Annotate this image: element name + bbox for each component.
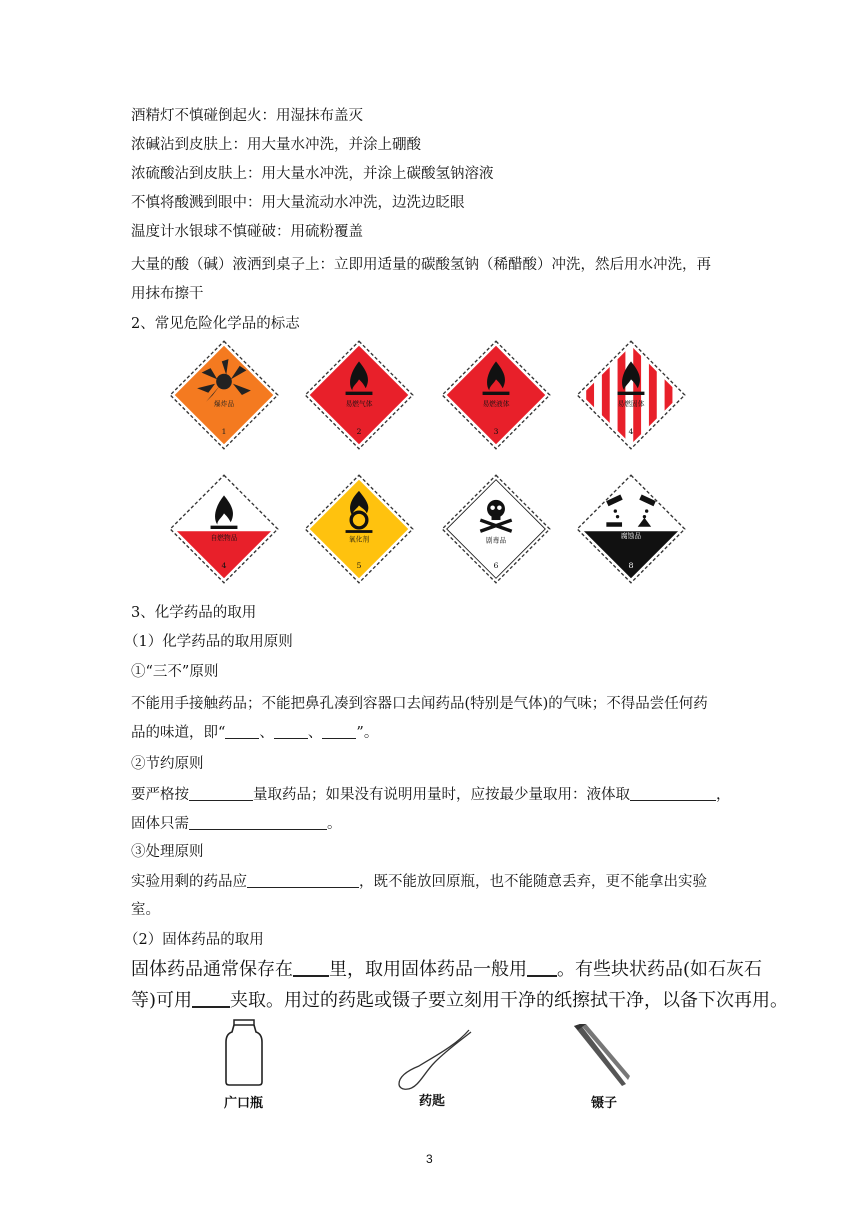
principle-3-title: ③处理原则 [131, 844, 204, 860]
hazard-label-2: 易燃气体 [345, 400, 373, 409]
separator: 、 [259, 725, 274, 741]
blank [225, 724, 259, 740]
equipment-tweezers [570, 1022, 632, 1096]
solid-text-a-end: 。有些块状药品(如石灰石 [557, 959, 763, 980]
blank [189, 786, 253, 802]
hazard-label-3: 易燃液体 [482, 400, 510, 409]
emergency-line-1: 酒精灯不慎碰倒起火：用湿抹布盖灭 [131, 108, 363, 124]
page-number: 3 [426, 1152, 433, 1166]
principle-2-text-b-start: 固体只需 [131, 816, 189, 832]
emergency-line-2: 浓碱沾到皮肤上：用大量水冲洗，并涂上硼酸 [131, 137, 421, 153]
hazard-label-5: 自燃物品 [210, 534, 238, 543]
principle-3-text-a [131, 870, 707, 891]
principle-2-title: ②节约原则 [131, 756, 204, 772]
wide-mouth-bottle-icon [222, 1018, 266, 1088]
hazard-number-1: 1 [221, 427, 227, 437]
hazard-number-8: 8 [628, 561, 634, 571]
blank [192, 988, 230, 1008]
hazard-sign-flammable-solid [575, 339, 687, 451]
hazard-label-6: 氧化剂 [348, 535, 370, 544]
principle-1-text-a: 不能用手接触药品；不能把鼻孔凑到容器口去闻药品(特别是气体)的气味；不得品尝任何药 [131, 696, 708, 712]
principle-1-text-b-end: ”。 [356, 725, 379, 741]
hazard-sign-oxidizer [303, 473, 415, 585]
blank [189, 815, 327, 831]
principle-3-text-b: 室。 [131, 902, 160, 918]
principle-2-text-a-start: 要严格按 [131, 787, 189, 803]
emergency-line-4: 不慎将酸溅到眼中：用大量流动水冲洗，边洗边眨眼 [131, 195, 465, 211]
blank [322, 724, 356, 740]
principle-1-text-b-start: 品的味道，即“ [131, 725, 226, 741]
emergency-line-5: 温度计水银球不慎碰破：用硫粉覆盖 [131, 224, 363, 240]
blank [630, 786, 716, 802]
solid-text-a [131, 955, 762, 981]
solid-text-a-start: 固体药品通常保存在 [131, 959, 293, 980]
hazard-sign-spontaneous-combustion [168, 473, 280, 585]
equipment-label-spoon: 药匙 [419, 1094, 446, 1109]
equipment-medicine-spoon [395, 1026, 475, 1096]
emergency-line-7: 用抹布擦干 [131, 286, 204, 302]
hazard-label-4: 易燃固体 [617, 400, 645, 409]
principle-3-text-a-end: ，既不能放回原瓶，也不能随意丢弃，更不能拿出实验 [359, 874, 707, 890]
hazard-number-5: 4 [221, 561, 227, 571]
equipment-label-tweezers: 镊子 [591, 1096, 618, 1111]
principle-2-text-b-end: 。 [327, 816, 342, 832]
subsection-1-title: （1）化学药品的取用原则 [124, 634, 293, 650]
equipment-label-bottle: 广口瓶 [224, 1096, 264, 1111]
hazard-sign-toxic [440, 473, 552, 585]
tweezers-icon [570, 1022, 632, 1092]
hazard-label-1: 爆炸品 [213, 400, 235, 409]
emergency-line-6: 大量的酸（碱）液洒到桌子上：立即用适量的碳酸氢钠（稀醋酸）冲洗，然后用水冲洗，再 [131, 257, 711, 273]
section-3-title: 3、化学药品的取用 [131, 605, 257, 621]
hazard-sign-flammable-liquid [440, 339, 552, 451]
separator: 、 [307, 725, 323, 741]
hazard-sign-corrosive [575, 473, 687, 585]
blank [293, 957, 329, 977]
section-2-title: 2、常见危险化学品的标志 [131, 316, 300, 332]
principle-1-text-b [131, 721, 378, 742]
hazard-label-8: 腐蚀品 [620, 531, 642, 540]
principle-2-text-a-end: ， [716, 787, 731, 803]
blank [274, 724, 308, 740]
principle-2-text-a [131, 783, 731, 804]
solid-text-b-end: 夹取。用过的药匙或镊子要立刻用干净的纸擦拭干净，以备下次再用。 [230, 990, 789, 1011]
hazard-sign-flammable-gas [303, 339, 415, 451]
hazard-label-7: 剧毒品 [485, 536, 507, 545]
hazard-number-4: 4 [628, 427, 634, 437]
hazard-number-2: 2 [356, 427, 362, 437]
emergency-line-3: 浓硫酸沾到皮肤上：用大量水冲洗，并涂上碳酸氢钠溶液 [131, 166, 494, 182]
solid-text-b-start: 等)可用 [131, 990, 193, 1011]
principle-2-text-a-mid: 量取药品；如果没有说明用量时，应按最少量取用：液体取 [253, 787, 630, 803]
hazard-number-6: 5 [356, 561, 362, 571]
principle-3-text-a-start: 实验用剩的药品应 [131, 874, 247, 890]
hazard-number-7: 6 [493, 561, 499, 571]
solid-text-b [131, 986, 788, 1012]
principle-2-text-b [131, 812, 342, 833]
principle-1-title: ①“三不”原则 [131, 664, 219, 680]
blank [527, 957, 557, 977]
subsection-2-title: （2）固体药品的取用 [124, 932, 264, 948]
equipment-wide-mouth-bottle [222, 1018, 266, 1092]
hazard-sign-explosive [168, 339, 280, 451]
medicine-spoon-icon [395, 1026, 475, 1092]
blank [247, 873, 359, 889]
solid-text-a-mid: 里，取用固体药品一般用 [329, 959, 527, 980]
hazard-number-3: 3 [493, 427, 499, 437]
